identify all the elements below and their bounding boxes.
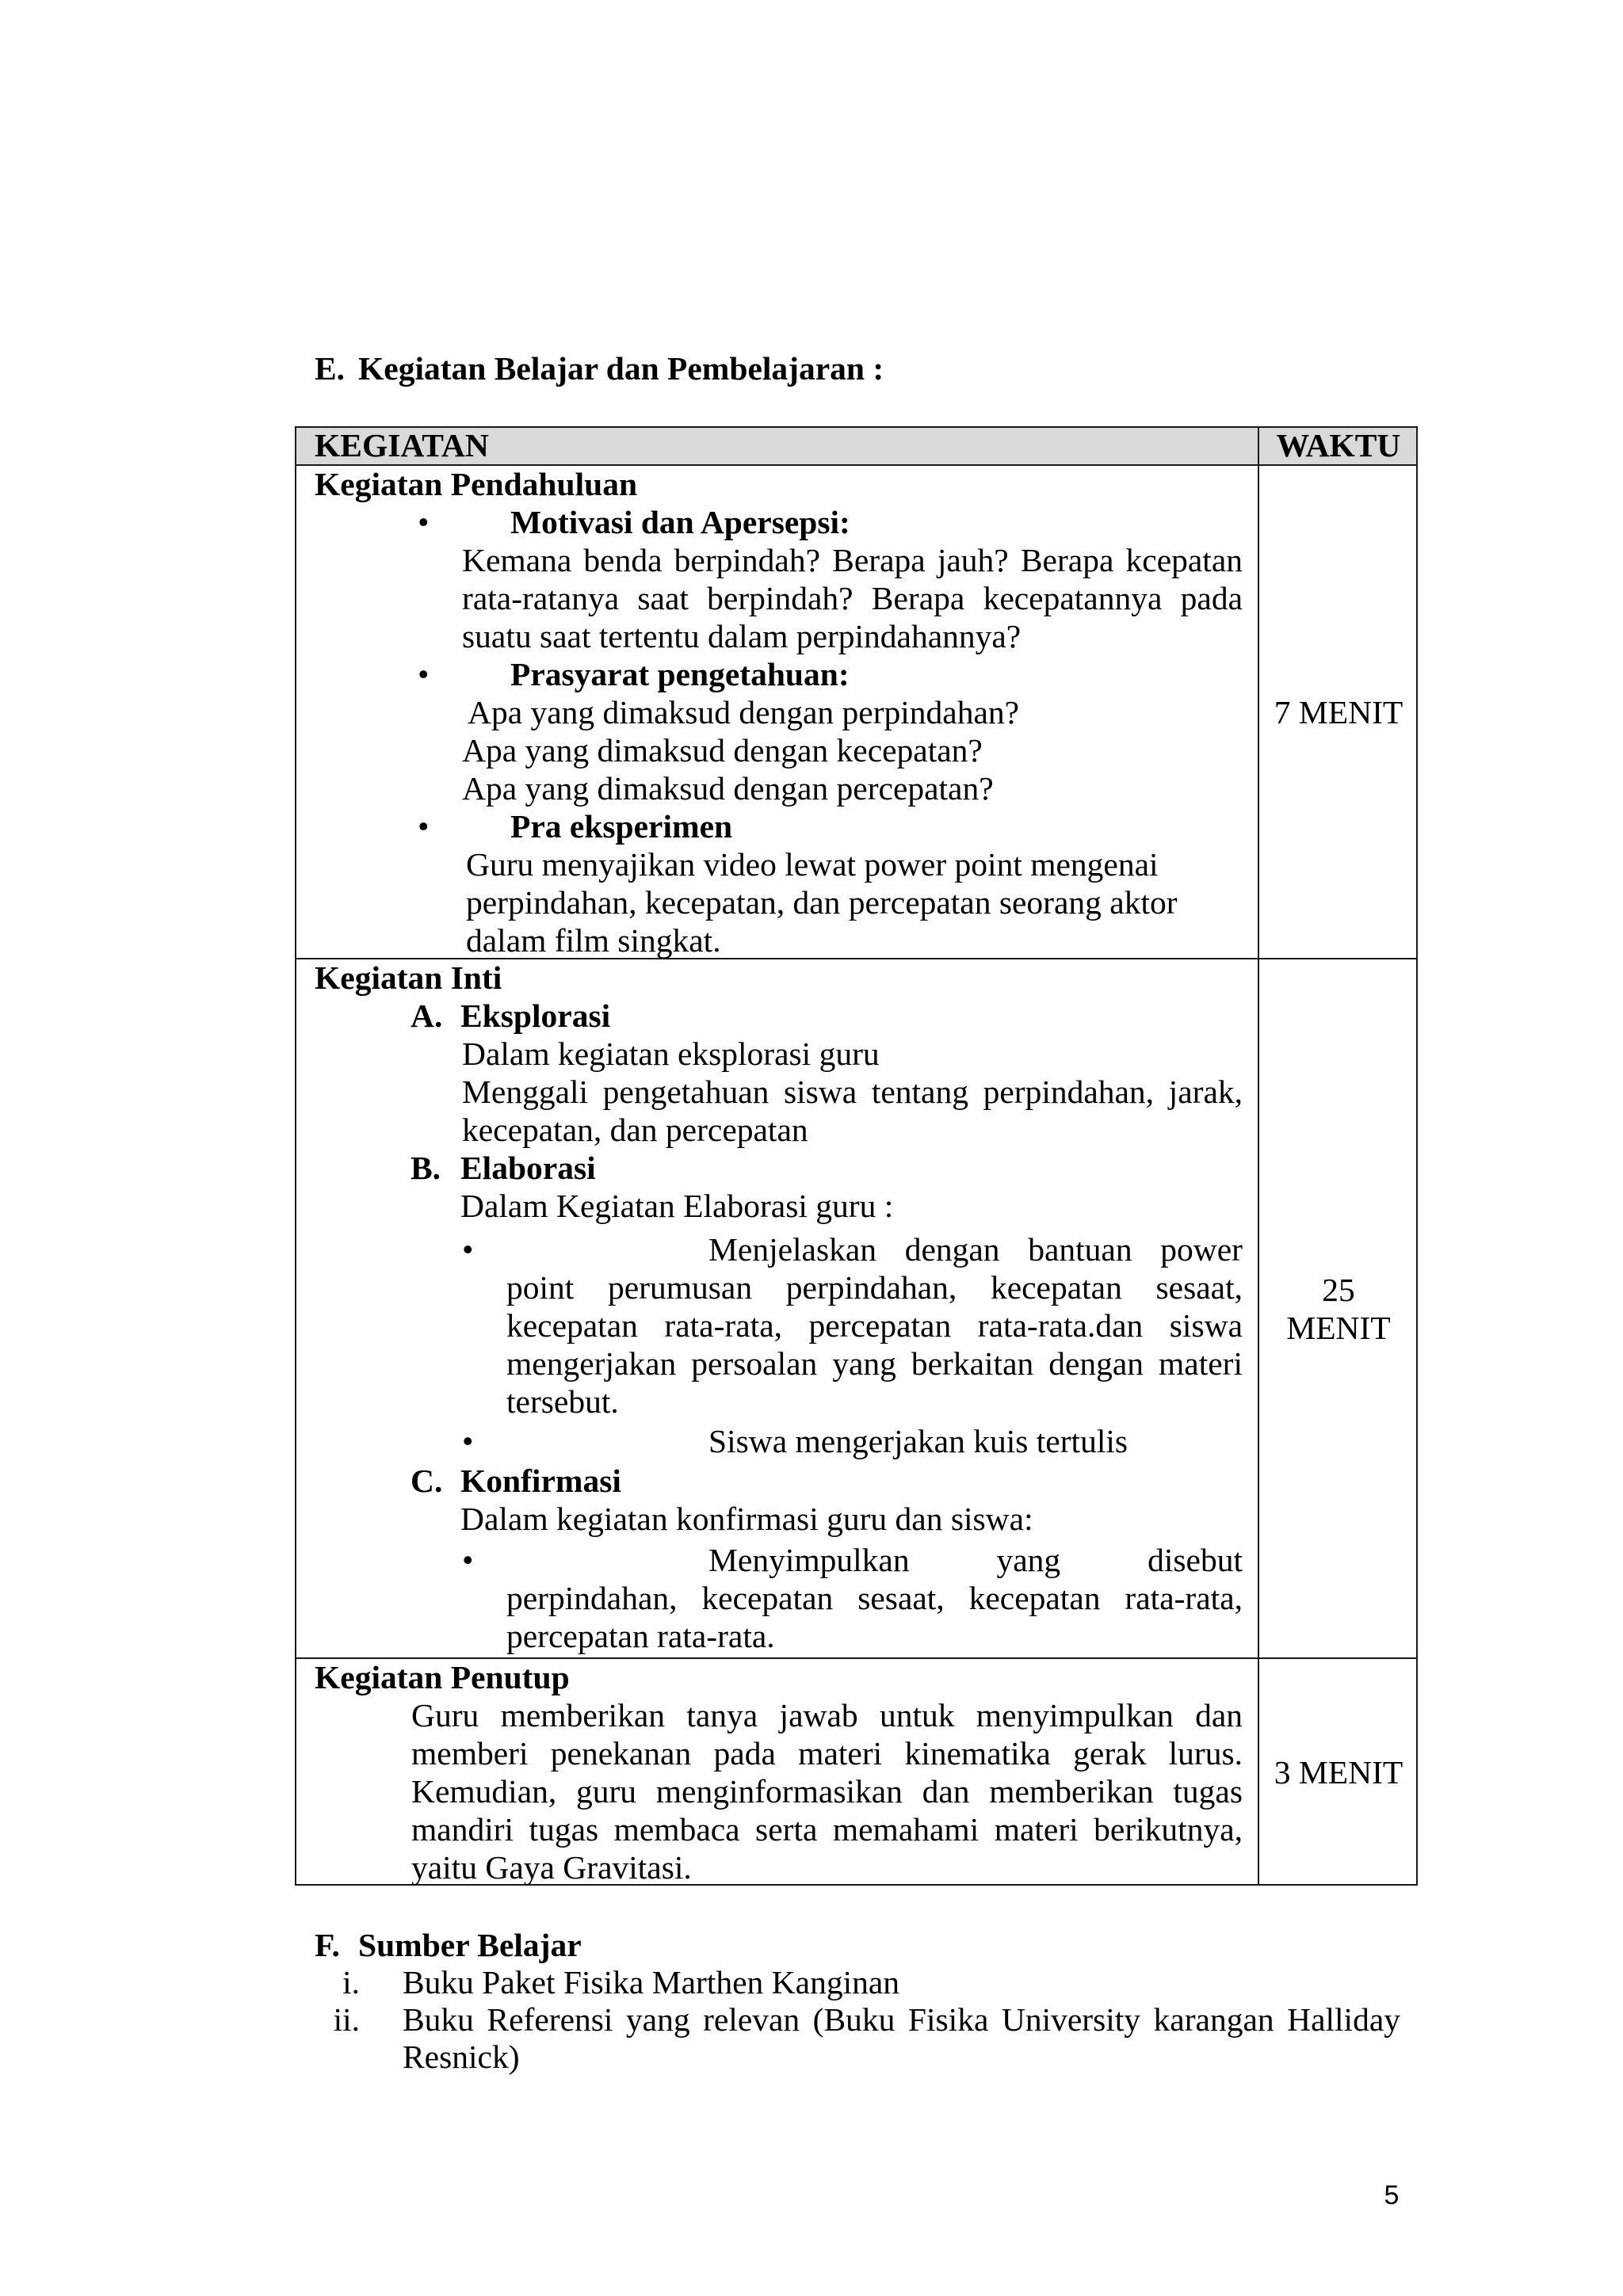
pendahuluan-cell [295,465,1258,959]
bullet-item-pra-eksperimen [295,807,1258,845]
section-e-title: Kegiatan Belajar dan Pembelajaran : [358,350,884,387]
bullet-icon: • [418,656,430,692]
waktu-unit: MENIT [1286,1309,1391,1346]
subsection-marker: B. [411,1150,441,1186]
bullet-item-prasyarat [295,655,1258,693]
bullet-item [295,1422,1258,1460]
body-line: dalam film singkat. [466,922,721,959]
body-line: perpindahan, kecepatan, dan percepatan seorang aktor [466,884,1178,921]
subsection-intro: Dalam kegiatan konfirmasi guru dan siswa: [460,1501,1033,1537]
list-item-text: Buku Referensi yang relevan (Buku Fisika University karangan Halliday [403,2001,1400,2038]
bullet-heading: Pra eksperimen [510,808,733,845]
body-line: point perumusan perpindahan, kecepatan sesaat, [506,1269,1243,1306]
body-line: Menyimpulkan yang disebut [708,1542,1243,1578]
inti-cell [295,959,1258,1655]
body-line: perpindahan, kecepatan sesaat, kecepatan rata-rata, [506,1580,1243,1616]
body-line: suatu saat tertentu dalam perpindahannya? [462,618,1022,654]
body-line: kecepatan, dan percepatan [462,1112,808,1148]
bullet-item [295,1541,1258,1579]
list-item [0,2001,1623,2039]
bullet-icon: • [418,504,430,540]
section-f [0,1927,1623,2076]
subsection-intro: Dalam Kegiatan Elaborasi guru : [460,1188,894,1224]
waktu-penutup [1259,1658,1418,1886]
body-line: percepatan rata-rata. [506,1618,775,1654]
waktu-inti [1259,959,1418,1658]
body-line: Menjelaskan dengan bantuan power [708,1231,1243,1268]
body-line: rata-ratanya saat berpindah? Berapa kecepatannya pada [462,580,1243,616]
body-line: Apa yang dimaksud dengan perpindahan? [468,694,1020,730]
subsection-marker: A. [411,997,443,1034]
section-e-number: E. [315,350,346,387]
waktu-value: 3 MENIT [1274,1753,1403,1791]
subsection-elaborasi [295,1149,1258,1187]
body-line: Kemudian, guru menginformasikan dan memberikan tugas [411,1773,1243,1810]
row-title-pendahuluan: Kegiatan Pendahuluan [315,466,638,502]
waktu-value: 25 [1322,1271,1355,1308]
list-item-text: Buku Paket Fisika Marthen Kanginan [403,1964,900,2000]
body-line: kecepatan rata-rata, percepatan rata-rata.dan siswa [506,1307,1243,1344]
body-line: mandiri tugas membaca serta memahami materi berikutnya, [411,1811,1243,1848]
section-f-title: Sumber Belajar [358,1927,582,1963]
section-f-heading [0,1927,1623,1964]
body-line: Menggali pengetahuan siswa tentang perpindahan, jarak, [462,1074,1243,1110]
body-line: Dalam kegiatan eksplorasi guru [462,1035,880,1072]
section-f-number: F. [315,1927,340,1963]
header-waktu: WAKTU [1276,427,1401,463]
subsection-marker: C. [411,1463,443,1499]
waktu-value: 7 MENIT [1274,693,1403,730]
bullet-heading: Prasyarat pengetahuan: [510,656,850,692]
body-line: Guru memberikan tanya jawab untuk menyimpulkan dan [411,1697,1243,1733]
list-marker: ii. [333,2001,360,2038]
row-title-inti: Kegiatan Inti [315,959,502,996]
subsection-heading: Eksplorasi [460,997,611,1034]
page-number: 5 [1384,2180,1400,2210]
body-line: Siswa mengerjakan kuis tertulis [708,1423,1128,1459]
bullet-item-motivasi [295,503,1258,541]
activity-table [295,426,1418,1886]
bullet-icon: • [418,808,430,845]
bullet-item [295,1230,1258,1268]
list-item-text: Resnick) [403,2039,520,2075]
body-line: Kemana benda berpindah? Berapa jauh? Berapa kcepatan [462,542,1243,578]
body-line: Guru menyajikan video lewat power point mengenai [466,846,1159,883]
body-line: Apa yang dimaksud dengan percepatan? [462,770,994,807]
list-marker: i. [342,1964,360,2000]
body-line: tersebut. [506,1383,619,1420]
body-line: mengerjakan persoalan yang berkaitan dengan materi [506,1345,1243,1382]
bullet-icon: • [462,1231,474,1268]
list-item [0,1964,1623,2001]
subsection-eksplorasi [295,997,1258,1035]
bullet-icon: • [462,1542,474,1578]
bullet-icon: • [462,1423,474,1459]
subsection-heading: Konfirmasi [460,1463,621,1499]
bullet-heading: Motivasi dan Apersepsi: [510,504,850,540]
subsection-konfirmasi [295,1462,1258,1500]
body-line: yaitu Gaya Gravitasi. [411,1849,692,1886]
body-line: Apa yang dimaksud dengan kecepatan? [462,732,983,769]
subsection-heading: Elaborasi [460,1150,596,1186]
row-title-penutup: Kegiatan Penutup [315,1659,570,1695]
waktu-pendahuluan [1259,465,1418,959]
body-line: memberi penekanan pada materi kinematika gerak lurus. [411,1735,1243,1772]
penutup-cell [295,1658,1258,1886]
header-kegiatan: KEGIATAN [315,427,489,463]
